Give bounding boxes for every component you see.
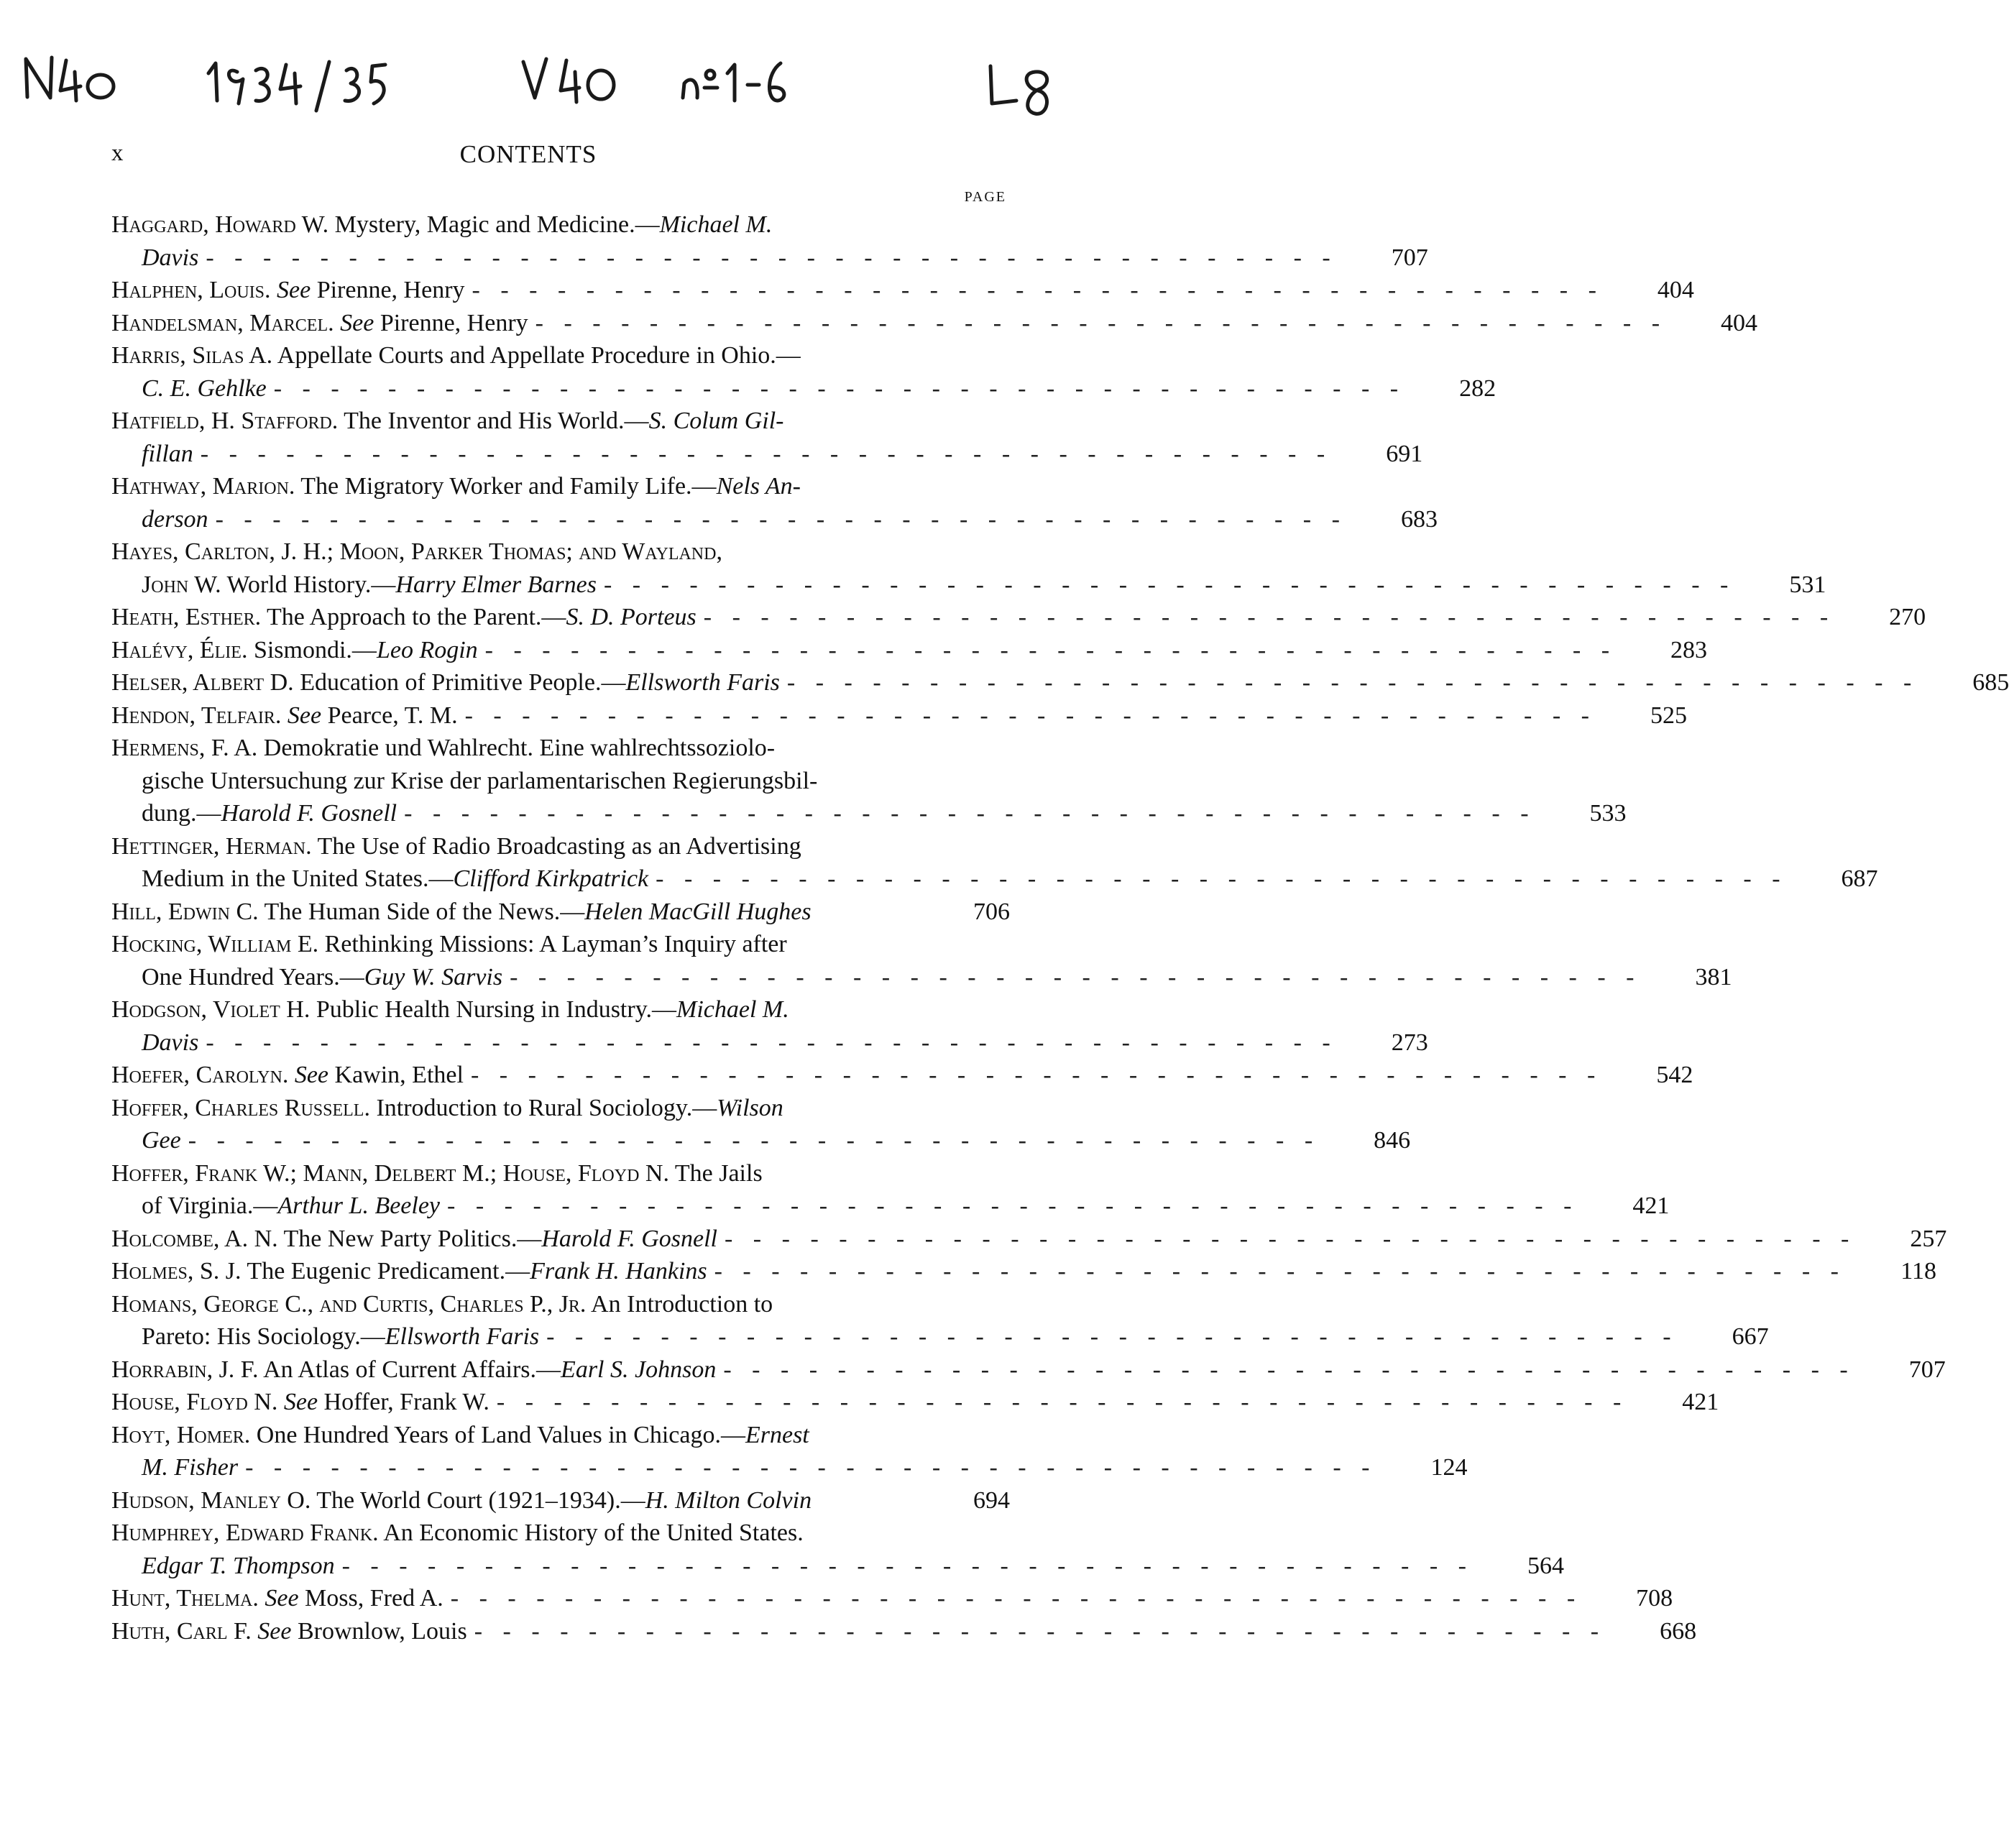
entry-text: [111, 1582, 443, 1615]
author-name: Hocking, William E.: [111, 931, 319, 957]
entry-text: [142, 242, 198, 275]
dot-leader: [443, 1582, 1582, 1615]
entry-page-number: 118: [1900, 1258, 1936, 1284]
handwritten-note-drawing: [0, 29, 1090, 151]
entry-line: [111, 1157, 1010, 1190]
entry-page-number: 404: [1657, 277, 1694, 303]
contents-entry: [111, 896, 1010, 929]
entry-page-number: 564: [1527, 1552, 1564, 1579]
contents-list: [111, 208, 2009, 1647]
contents-entry: [111, 1223, 1947, 1256]
entry-line: [111, 1353, 1946, 1387]
italic-text: See: [340, 309, 374, 336]
entry-page-number: 668: [1660, 1617, 1697, 1645]
entry-text: [111, 993, 789, 1026]
entry-line: [111, 1190, 1670, 1223]
italic-text: S. D. Porteus: [566, 604, 697, 630]
italic-text: M. Fisher: [142, 1454, 239, 1481]
entry-line: [111, 1451, 1468, 1484]
entry-text: [142, 961, 502, 994]
entry-title-text: The Eugenic Predicament.—: [241, 1258, 530, 1284]
entry-text: [142, 1026, 198, 1059]
entry-title-text: Sismondi.—: [247, 636, 377, 663]
entry-page-number: 124: [1430, 1454, 1468, 1481]
entry-text: [111, 339, 801, 372]
entry-text: [142, 569, 597, 602]
entry-title-text: [288, 1062, 295, 1088]
entry-line: [111, 732, 1010, 765]
entry-title-text: Mystery, Magic and Medicine.—: [328, 211, 660, 238]
page-number: x: [111, 140, 124, 166]
entry-text: [111, 1288, 773, 1321]
contents-entry: [111, 830, 1878, 896]
entry-text: [111, 307, 528, 340]
entry-title-text: [281, 702, 288, 729]
entry-title-text: The Jails: [668, 1159, 763, 1187]
entry-title-text: An Atlas of Current Affairs.—: [258, 1356, 561, 1383]
entry-title-text: [271, 277, 277, 303]
entry-page-number: 531: [1789, 571, 1826, 598]
italic-text: Arthur L. Beeley: [277, 1192, 441, 1219]
contents-entry: [111, 339, 1497, 405]
entry-page-number: 283: [1670, 636, 1708, 663]
entry-text: [111, 634, 478, 667]
dot-leader: [267, 372, 1405, 405]
contents-entry: [111, 634, 1708, 667]
entry-title-text: The Approach to the Parent.—: [261, 604, 566, 630]
italic-text: Davis: [142, 1029, 199, 1056]
entry-text: [142, 1190, 440, 1223]
author-name: Hoyt, Homer.: [111, 1421, 251, 1448]
author-name: Holcombe, A. N.: [111, 1225, 278, 1252]
entry-page-number: 687: [1841, 865, 1878, 892]
entry-title-text: One Hundred Years.—: [142, 963, 364, 990]
italic-text: See: [265, 1585, 299, 1612]
entry-text: [142, 1320, 539, 1353]
entry-text: [111, 928, 787, 961]
entry-line: [111, 405, 1010, 438]
entry-line: [111, 569, 1826, 602]
entry-text: [142, 765, 817, 798]
entry-line: [111, 1517, 1010, 1550]
author-name: Harris, Silas A.: [111, 342, 273, 369]
entry-title-text: Kawin, Ethel: [328, 1062, 464, 1088]
entry-title-text: The Inventor and His World.—: [338, 408, 649, 434]
entry-title-text: gische Untersuchung zur Krise der parlamentarischen Regierungsbil-: [142, 767, 818, 794]
italic-text: Leo Rogin: [376, 636, 478, 663]
entry-page-number: 694: [973, 1486, 1010, 1514]
italic-text: Nels An-: [716, 473, 801, 500]
contents-entry: [111, 1288, 1769, 1353]
dot-leader: [528, 307, 1667, 340]
contents-entry: [111, 1517, 1564, 1582]
entry-page-number: 525: [1650, 702, 1687, 729]
author-name: Heath, Esther.: [111, 604, 262, 630]
entry-line: [111, 1386, 1719, 1419]
italic-text: Gee: [142, 1127, 181, 1154]
contents-entry: [111, 1157, 1670, 1223]
contents-entry: [111, 601, 1926, 634]
dot-leader: [489, 1386, 1628, 1419]
contents-entry: [111, 1386, 1719, 1419]
dot-leader: [502, 961, 1641, 994]
entry-page-number: 685: [1972, 669, 2009, 696]
contents-entry: [111, 274, 1694, 307]
author-name: Hoefer, Carolyn.: [111, 1062, 289, 1088]
entry-text: [111, 1517, 804, 1550]
contents-entry: [111, 732, 1627, 830]
contents-entry: [111, 928, 1732, 993]
italic-text: See: [257, 1617, 292, 1645]
entry-text: [142, 503, 208, 536]
dot-leader: [780, 666, 1918, 699]
entry-title-text: Introduction to Rural Sociology.—: [369, 1094, 717, 1121]
dot-leader: [648, 863, 1787, 896]
contents-entry: [111, 1092, 1411, 1157]
contents-entry: [111, 699, 1687, 732]
entry-page-number: 282: [1459, 374, 1497, 402]
entry-title-text: An Introduction to: [586, 1290, 773, 1318]
page-header: [111, 140, 945, 176]
contents-entry: [111, 535, 1826, 601]
dot-leader: [335, 1550, 1474, 1583]
entry-line: [111, 1288, 1010, 1321]
entry-line: [111, 1124, 1411, 1157]
entry-line: [111, 1582, 1673, 1615]
author-name: Hodgson, Violet H.: [111, 996, 311, 1023]
dot-leader: [465, 274, 1604, 307]
entry-page-number: 404: [1721, 309, 1758, 336]
dot-leader: [397, 797, 1535, 830]
italic-text: derson: [142, 505, 208, 533]
contents-entry: [111, 1582, 1673, 1615]
entry-text: [142, 1124, 181, 1157]
entry-line: [111, 1026, 1428, 1059]
entry-line: [111, 503, 1438, 536]
author-name: House, Floyd N.: [111, 1389, 278, 1415]
entry-line: [111, 1320, 1769, 1353]
entry-page-number: 533: [1589, 800, 1627, 827]
dot-leader: [198, 1026, 1337, 1059]
entry-line: [111, 601, 1926, 634]
entry-text: [111, 1059, 464, 1092]
author-name: John W.: [142, 571, 221, 598]
entry-title-text: [334, 310, 341, 336]
entry-line: [111, 863, 1878, 896]
entry-text: [111, 208, 772, 242]
italic-text: Ellsworth Faris: [625, 669, 780, 696]
italic-text: Edgar T. Thompson: [142, 1552, 335, 1579]
dot-leader: [198, 242, 1337, 275]
entry-text: [111, 470, 801, 503]
contents-entry: [111, 1419, 1468, 1484]
author-name: Holmes, S. J.: [111, 1258, 242, 1284]
italic-text: Michael M.: [659, 211, 773, 238]
entry-line: [111, 765, 1010, 798]
dot-leader: [181, 1124, 1320, 1157]
dot-leader: [440, 1190, 1578, 1223]
entry-text: [111, 1353, 716, 1387]
contents-entry: [111, 1255, 1936, 1288]
italic-text: H. Milton Colvin: [645, 1486, 812, 1514]
dot-leader: [717, 1223, 1856, 1256]
entry-title-text: World History.—: [221, 571, 396, 598]
entry-title-text: An Economic History of the United States.: [378, 1520, 804, 1546]
italic-text: Harold F. Gosnell: [541, 1225, 717, 1252]
dot-leader: [478, 634, 1617, 667]
italic-text: Harry Elmer Barnes: [395, 571, 597, 598]
contents-entry: [111, 307, 1758, 340]
entry-page-number: 846: [1374, 1127, 1411, 1154]
italic-text: Michael M.: [676, 996, 789, 1023]
entry-line: [111, 208, 1010, 242]
entry-line: [111, 438, 1423, 471]
entry-text: [111, 1484, 812, 1517]
entry-title-text: of Virginia.—: [142, 1192, 278, 1219]
entry-line: [111, 699, 1687, 732]
entry-line: [111, 1255, 1936, 1288]
author-name: Hunt, Thelma.: [111, 1585, 259, 1612]
entry-title-text: The Human Side of the News.—: [258, 898, 585, 925]
entry-line: [111, 1092, 1010, 1125]
entry-page-number: 691: [1386, 440, 1423, 467]
author-name: Hoffer, Charles Russell.: [111, 1094, 370, 1121]
entry-text: [111, 405, 784, 438]
dot-leader: [707, 1255, 1846, 1288]
entry-page-number: 542: [1656, 1062, 1693, 1088]
contents-entry: [111, 470, 1438, 535]
italic-text: Harold F. Gosnell: [221, 800, 397, 827]
entry-line: [111, 1615, 1697, 1648]
entry-title-text: Public Health Nursing in Industry.—: [310, 996, 676, 1023]
entry-text: [111, 830, 801, 863]
dot-leader: [464, 1059, 1602, 1092]
author-name: Hermens, F. A.: [111, 735, 258, 761]
entry-line: [111, 830, 1010, 863]
contents-entry: [111, 1615, 1697, 1648]
entry-text: [111, 1223, 717, 1256]
entry-line: [111, 666, 2009, 699]
author-name: Handelsman, Marcel.: [111, 309, 334, 336]
contents-entry: [111, 993, 1428, 1059]
entry-title-text: Pirenne, Henry: [374, 309, 528, 336]
entry-text: [111, 535, 722, 569]
italic-text: Guy W. Sarvis: [364, 963, 503, 990]
entry-title-text: The Use of Radio Broadcasting as an Advertising: [311, 832, 801, 860]
entry-page-number: 708: [1636, 1585, 1673, 1612]
entry-title-text: The New Party Politics.—: [277, 1225, 542, 1252]
italic-text: See: [294, 1062, 329, 1088]
author-name: Horrabin, J. F.: [111, 1356, 259, 1383]
dot-leader: [539, 1320, 1678, 1353]
author-name: Halphen, Louis.: [111, 277, 271, 303]
entry-line: [111, 339, 1010, 372]
author-name: Halévy, Élie.: [111, 636, 248, 663]
entry-title-text: Pirenne, Henry: [311, 277, 465, 303]
dot-leader: [238, 1451, 1376, 1484]
author-name: Hayes, Carlton, J. H.; Moon, Parker Thomas; and Wayland,: [111, 538, 722, 565]
entry-text: [111, 1255, 707, 1288]
entry-line: [111, 1419, 1010, 1452]
entry-text: [142, 372, 267, 405]
entry-text: [111, 896, 812, 929]
contents-entry: [111, 208, 1428, 274]
entry-text: [111, 1157, 763, 1190]
entry-page-number: 270: [1889, 604, 1926, 630]
author-name: Hoffer, Frank W.; Mann, Delbert M.; House, Floyd N.: [111, 1159, 669, 1187]
italic-text: S. Colum Gil-: [648, 408, 784, 434]
entry-text: [142, 797, 397, 830]
entry-line: [111, 470, 1010, 503]
entry-line: [111, 797, 1627, 830]
entry-page-number: 421: [1632, 1192, 1670, 1219]
entry-line: [111, 1550, 1564, 1583]
italic-text: fillan: [142, 440, 193, 467]
entry-page-number: 707: [1391, 244, 1428, 271]
entry-text: [111, 1615, 467, 1648]
entry-text: [142, 1550, 335, 1583]
entry-page-number: 683: [1400, 505, 1438, 533]
entry-text: [111, 1386, 489, 1419]
author-name: Hill, Edwin C.: [111, 898, 259, 925]
italic-text: Ernest: [745, 1421, 809, 1448]
italic-text: See: [287, 702, 322, 729]
entry-title-text: Demokratie und Wahlrecht. Eine wahlrechtssoziolo-: [257, 735, 776, 761]
entry-text: [111, 1092, 783, 1125]
author-name: Humphrey, Edward Frank.: [111, 1520, 379, 1546]
dot-leader: [467, 1615, 1606, 1648]
entry-text: [111, 1419, 809, 1452]
entry-title-text: The World Court (1921–1934).—: [311, 1486, 645, 1514]
author-name: Hettinger, Herman.: [111, 832, 312, 860]
italic-text: C. E. Gehlke: [142, 374, 267, 402]
italic-text: Helen MacGill Hughes: [584, 898, 812, 925]
author-name: Hathway, Marion.: [111, 473, 295, 500]
entry-page-number: 257: [1910, 1225, 1947, 1252]
author-name: Hendon, Telfair.: [111, 702, 282, 729]
contents-entry: [111, 1353, 1946, 1387]
entry-line: [111, 535, 1010, 569]
entry-page-number: 667: [1732, 1323, 1769, 1350]
entry-page-number: 381: [1695, 963, 1732, 990]
entry-title-text: Brownlow, Louis: [291, 1617, 467, 1645]
entry-line: [111, 928, 1010, 961]
entry-line: [111, 993, 1010, 1026]
entry-title-text: [277, 1389, 284, 1415]
author-name: Haggard, Howard W.: [111, 211, 329, 238]
italic-text: Clifford Kirkpatrick: [453, 865, 649, 892]
page-column-heading: PAGE: [964, 189, 1006, 205]
handwritten-catalog-note: [0, 29, 1090, 151]
entry-line: [111, 961, 1732, 994]
author-name: Homans, George C., and Curtis, Charles P., Jr.: [111, 1290, 587, 1318]
italic-text: Ellsworth Faris: [385, 1323, 540, 1350]
dot-leader: [208, 503, 1347, 536]
dot-leader: [697, 601, 1835, 634]
italic-text: Frank H. Hankins: [530, 1258, 707, 1284]
italic-text: Earl S. Johnson: [561, 1356, 717, 1383]
italic-text: Wilson: [717, 1094, 783, 1121]
entry-title-text: Pareto: His Sociology.—: [142, 1323, 385, 1350]
running-title: CONTENTS: [459, 140, 597, 168]
entry-page-number: 273: [1391, 1029, 1428, 1056]
entry-text: [111, 274, 465, 307]
author-name: Hudson, Manley O.: [111, 1486, 311, 1514]
entry-title-text: Medium in the United States.—: [142, 865, 454, 892]
entry-title-text: The Migratory Worker and Family Life.—: [295, 473, 717, 500]
dot-leader: [716, 1353, 1854, 1387]
contents-entry: [111, 1059, 1693, 1092]
entry-title-text: Education of Primitive People.—: [293, 669, 626, 696]
contents-entry: [111, 666, 2009, 699]
entry-line: [111, 242, 1428, 275]
author-name: Helser, Albert D.: [111, 669, 294, 696]
entry-text: [111, 601, 697, 634]
contents-entry: [111, 1484, 1010, 1517]
entry-title-text: One Hundred Years of Land Values in Chicago.—: [250, 1421, 745, 1448]
entry-page-number: 706: [973, 898, 1010, 925]
author-name: Huth, Carl F.: [111, 1617, 252, 1645]
entry-title-text: [252, 1618, 258, 1645]
contents-entry: [111, 405, 1423, 470]
entry-line: [111, 1484, 1010, 1517]
entry-line: [111, 1059, 1693, 1092]
entry-line: [111, 896, 1010, 929]
italic-text: See: [277, 277, 311, 303]
entry-title-text: Pearce, T. M.: [321, 702, 458, 729]
dot-leader: [193, 438, 1332, 471]
entry-title-text: dung.—: [142, 800, 221, 827]
entry-page-number: 707: [1908, 1356, 1946, 1383]
dot-leader: [597, 569, 1735, 602]
entry-line: [111, 634, 1708, 667]
entry-text: [142, 438, 193, 471]
entry-line: [111, 274, 1694, 307]
entry-line: [111, 307, 1758, 340]
entry-line: [111, 372, 1497, 405]
entry-title-text: Hoffer, Frank W.: [318, 1389, 489, 1415]
entry-page-number: 421: [1682, 1389, 1719, 1415]
entry-text: [111, 666, 780, 699]
entry-line: [111, 1223, 1947, 1256]
dot-leader: [458, 699, 1596, 732]
entry-text: [111, 732, 775, 765]
italic-text: See: [283, 1389, 318, 1415]
author-name: Hatfield, H. Stafford.: [111, 408, 339, 434]
entry-text: [142, 1451, 238, 1484]
entry-text: [111, 699, 458, 732]
entry-title-text: Rethinking Missions: A Layman’s Inquiry after: [318, 931, 787, 957]
entry-text: [142, 863, 648, 896]
entry-title-text: Moss, Fred A.: [298, 1585, 443, 1612]
italic-text: Davis: [142, 244, 199, 271]
entry-title-text: Appellate Courts and Appellate Procedure in Ohio.—: [272, 342, 801, 369]
